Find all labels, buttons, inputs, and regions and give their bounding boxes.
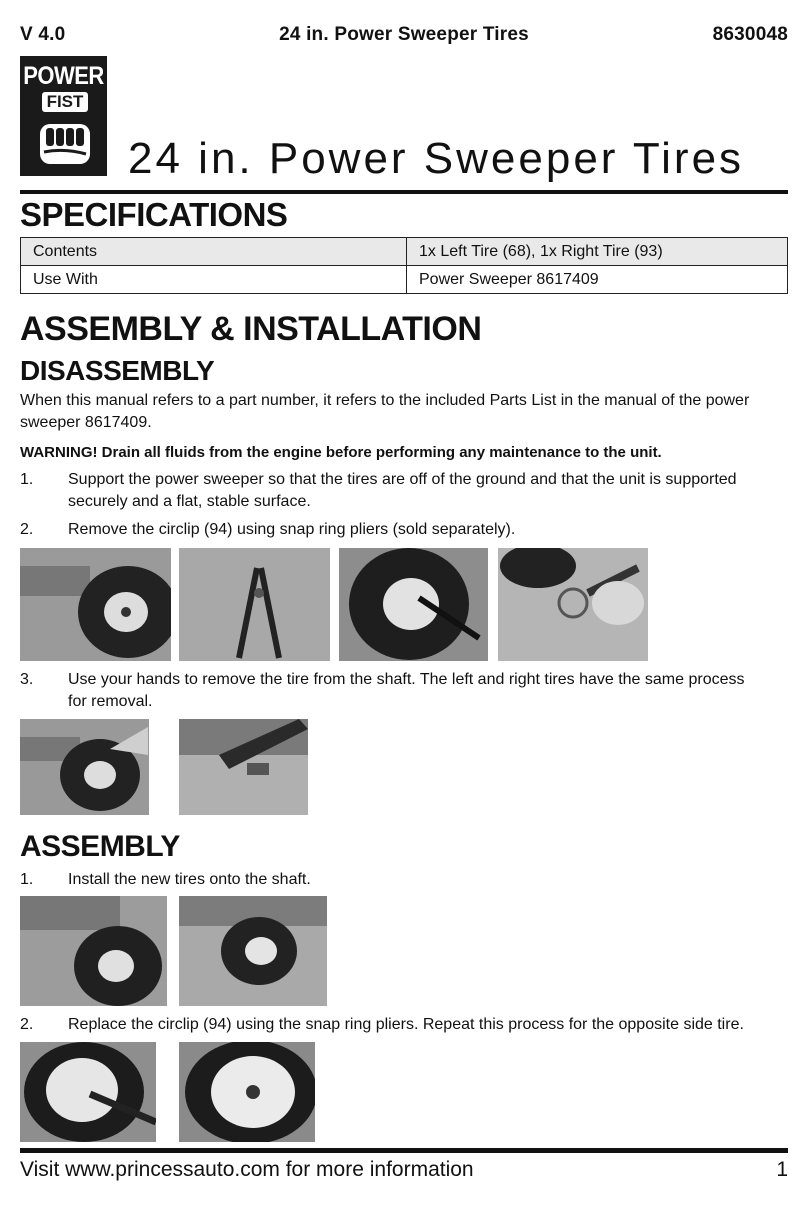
photo-removing-tire [20,719,149,815]
photo-removing-circlip [339,548,488,661]
photo-snap-ring-pliers [179,548,330,661]
step-number: 1. [20,471,34,488]
disassembly-step-2 [20,519,760,541]
step-text: Replace the circlip (94) using the snap ring pliers. Repeat this process for the opposite side tire. [68,1016,744,1033]
step-text: Install the new tires onto the shaft. [68,871,311,888]
photo-replacing-circlip [20,1042,156,1142]
footer-divider [20,1148,788,1153]
step-number: 1. [20,871,34,888]
step-text: Remove the circlip (94) using snap ring pliers (sold separately). [68,521,516,538]
step-number: 2. [20,1016,34,1033]
spec-key: Contents [21,238,407,266]
spec-key: Use With [21,266,407,294]
photo-sweeper-tire [20,548,171,661]
specifications-heading: SPECIFICATIONS [20,196,288,233]
spec-value: 1x Left Tire (68), 1x Right Tire (93) [407,238,788,266]
warning-text: WARNING! Drain all fluids from the engine before performing any maintenance to the unit. [20,444,662,461]
title-divider [20,190,788,194]
assembly-step-2 [20,1014,760,1036]
assembly-heading: ASSEMBLY [20,830,180,863]
table-row [21,238,788,266]
disassembly-step-1 [20,469,760,513]
step-text: Use your hands to remove the tire from the shaft. The left and right tires have the same process for removal. [68,671,745,710]
step-number: 2. [20,521,34,538]
photo-installing-tire [20,896,167,1006]
page-number: 1 [776,1158,788,1181]
document-title: 24 in. Power Sweeper Tires [128,134,745,183]
photo-circlip-installed [179,1042,315,1142]
version-label: V 4.0 [20,24,66,45]
power-fist-logo [20,56,107,176]
page-header [20,24,788,50]
table-row [21,266,788,294]
logo-text-fist: FIST [46,92,84,111]
footer-text: Visit www.princessauto.com for more information [20,1158,474,1181]
fist-icon [36,118,94,170]
disassembly-heading: DISASSEMBLY [20,355,215,386]
spec-value: Power Sweeper 8617409 [407,266,788,294]
specifications-table [20,237,788,294]
assembly-installation-heading: ASSEMBLY & INSTALLATION [20,310,482,348]
step-text: Support the power sweeper so that the tires are off of the ground and that the unit is supported securely and a flat, stable surface. [68,471,737,510]
step-number: 3. [20,671,34,688]
header-title: 24 in. Power Sweeper Tires [279,24,529,45]
sku-number: 8630048 [712,24,788,45]
photo-bare-shaft [179,719,308,815]
assembly-step-1 [20,869,760,891]
intro-paragraph: When this manual refers to a part number, it refers to the included Parts List in the manual of the power sweeper 8617409. [20,392,750,431]
photo-circlip-removed [498,548,648,661]
disassembly-step-3 [20,669,760,713]
logo-text-power: POWER [23,61,104,90]
photo-tire-installed [179,896,327,1006]
